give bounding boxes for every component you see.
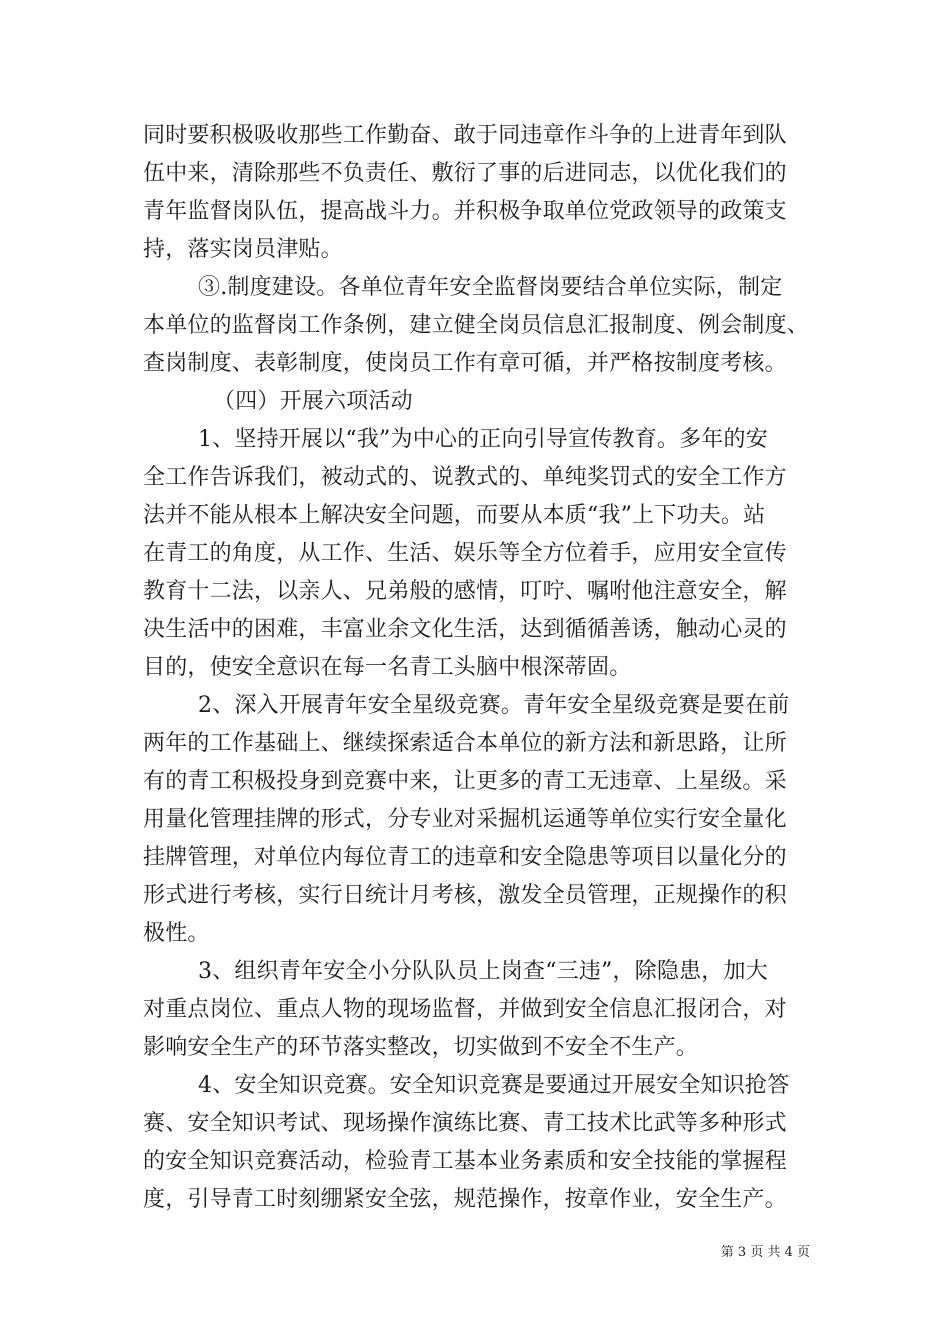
- text-line: 持，落实岗员津贴。: [143, 237, 343, 262]
- text-line: 全工作告诉我们，被动式的、说教式的、单纯奖罚式的安全工作方: [143, 465, 787, 490]
- text-line: 度，引导青工时刻绷紧安全弦，规范操作，按章作业，安全生产。: [143, 1187, 787, 1212]
- text-line: 同时要积极吸收那些工作勤奋、敢于同违章作斗争的上进青年到队: [143, 123, 787, 148]
- paragraph-start-line: 4、安全知识竞赛。安全知识竞赛是要通过开展安全知识抢答: [198, 1073, 790, 1098]
- paragraph-start-line: 2、深入开展青年安全星级竞赛。青年安全星级竞赛是要在前: [198, 693, 790, 718]
- text-line: 挂牌管理，对单位内每位青工的违章和安全隐患等项目以量化分的: [143, 845, 787, 870]
- page-number: 第 3 页 共 4 页: [720, 1245, 810, 1260]
- text-line: 在青工的角度，从工作、生活、娱乐等全方位着手，应用安全宣传: [143, 541, 787, 566]
- text-line: 有的青工积极投身到竞赛中来，让更多的青工无违章、上星级。采: [143, 769, 787, 794]
- document-body: [143, 117, 813, 1219]
- text-line: 查岗制度、表彰制度，使岗员工作有章可循，并严格按制度考核。: [143, 351, 787, 376]
- text-line: 决生活中的困难，丰富业余文化生活，达到循循善诱，触动心灵的: [143, 617, 787, 642]
- text-line: 法并不能从根本上解决安全问题，而要从本质“我”上下功夫。站: [143, 503, 766, 528]
- text-line: 目的，使安全意识在每一名青工头脑中根深蒂固。: [143, 655, 632, 680]
- paragraph-start-line: ③.制度建设。各单位青年安全监督岗要结合单位实际，制定: [198, 275, 783, 300]
- text-line: 极性。: [143, 921, 210, 946]
- paragraph-start-line: 1、坚持开展以“我”为中心的正向引导宣传教育。多年的安: [198, 427, 768, 452]
- text-line: 形式进行考核，实行日统计月考核，激发全员管理，正规操作的积: [143, 883, 787, 908]
- text-line: 的安全知识竞赛活动，检验青工基本业务素质和安全技能的掌握程: [143, 1149, 787, 1174]
- text-line: 教育十二法，以亲人、兄弟般的感情，叮咛、嘱咐他注意安全，解: [143, 579, 787, 604]
- text-line: 本单位的监督岗工作条例，建立健全岗员信息汇报制度、例会制度、: [143, 313, 810, 338]
- text-line: 两年的工作基础上、继续探索适合本单位的新方法和新思路，让所: [143, 731, 787, 756]
- text-line: 青年监督岗队伍，提高战斗力。并积极争取单位党政领导的政策支: [143, 199, 787, 224]
- text-line: 赛、安全知识考试、现场操作演练比赛、青工技术比武等多种形式: [143, 1111, 787, 1136]
- text-line: 影响安全生产的环节落实整改，切实做到不安全不生产。: [143, 1035, 699, 1060]
- text-line: 对重点岗位、重点人物的现场监督，并做到安全信息汇报闭合，对: [143, 997, 787, 1022]
- paragraph-start-line: 3、组织青年安全小分队队员上岗查“三违”，除隐患，加大: [198, 959, 768, 984]
- section-heading: （四）开展六项活动: [213, 389, 413, 414]
- text-line: 伍中来，清除那些不负责任、敷衍了事的后进同志，以优化我们的: [143, 161, 787, 186]
- text-line: 用量化管理挂牌的形式，分专业对采掘机运通等单位实行安全量化: [143, 807, 787, 832]
